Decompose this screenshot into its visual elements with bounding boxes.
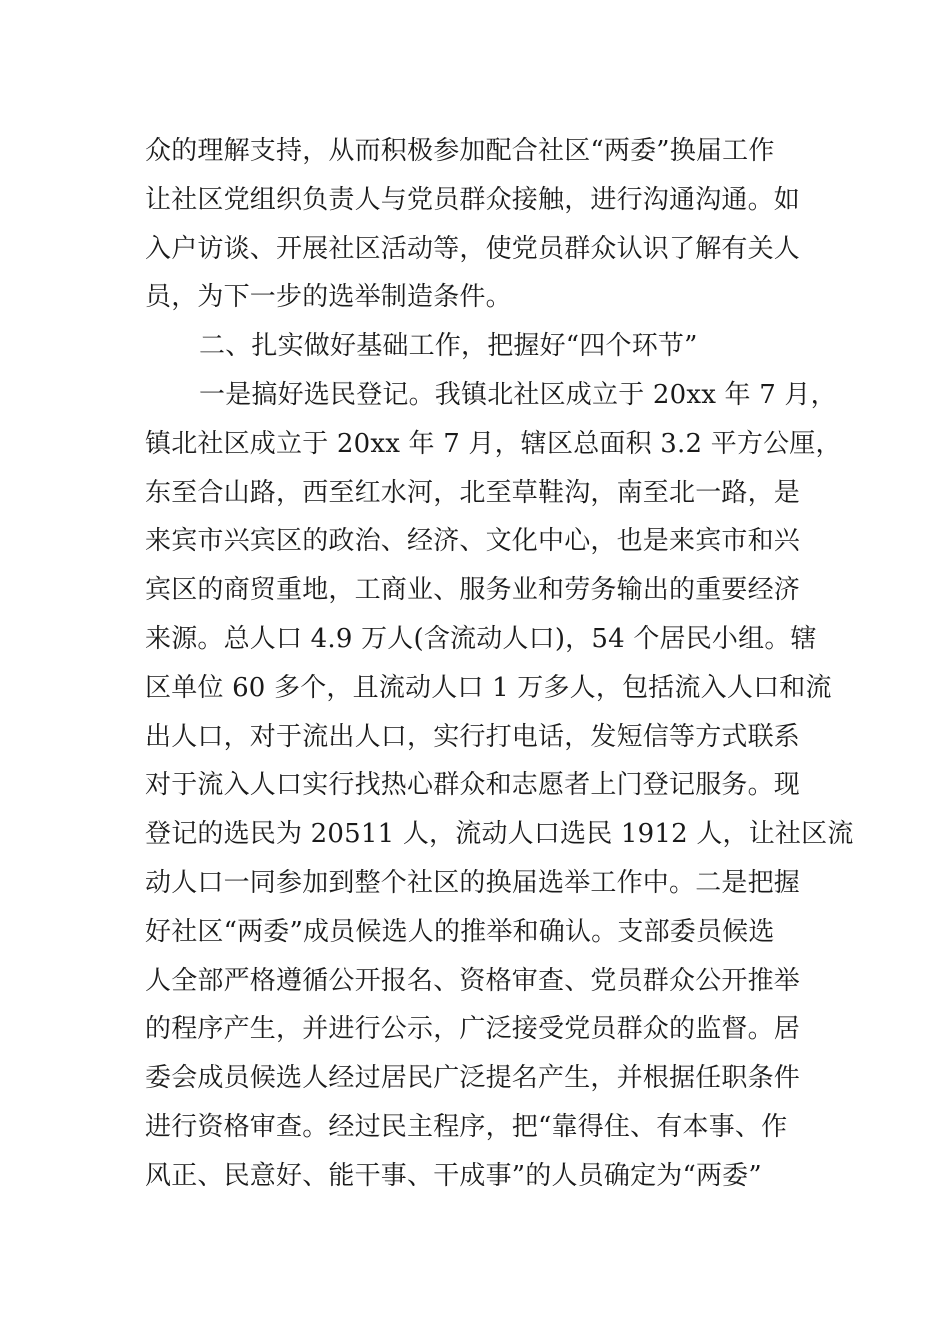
- text-line: 风正、民意好、能干事、干成事”的人员确定为“两委”: [145, 1160, 762, 1191]
- text-line: 众的理解支持，从而积极参加配合社区“两委”换届工作: [145, 136, 775, 166]
- text-line: 镇北社区成立于 20xx 年 7 月，辖区总面积 3.2 平方公厘，: [145, 428, 842, 459]
- text-line: 出人口，对于流出人口，实行打电话，发短信等方式联系: [145, 721, 801, 752]
- text-line: 的程序产生，并进行公示，广泛接受党员群众的监督。居: [145, 1014, 801, 1045]
- text-line: 动人口一同参加到整个社区的换届选举工作中。二是把握: [145, 867, 801, 898]
- document-body: [145, 127, 854, 1201]
- paragraph-start-line: 一是搞好选民登记。我镇北社区成立于 20xx 年 7 月，: [199, 379, 837, 410]
- text-line: 区单位 60 多个，且流动人口 1 万多人，包括流入人口和流: [145, 672, 832, 703]
- text-line: 对于流入人口实行找热心群众和志愿者上门登记服务。现: [145, 770, 801, 801]
- text-line: 让社区党组织负责人与党员群众接触，进行沟通沟通。如: [145, 184, 801, 215]
- text-line: 入户访谈、开展社区活动等，使党员群众认识了解有关人: [145, 233, 801, 264]
- text-line: 委会成员候选人经过居民广泛提名产生，并根据任职条件: [145, 1063, 801, 1094]
- section-heading: 二、扎实做好基础工作，把握好“四个环节”: [199, 331, 698, 362]
- text-line: 进行资格审查。经过民主程序，把“靠得住、有本事、作: [145, 1111, 788, 1142]
- text-line: 人全部严格遵循公开报名、资格审查、党员群众公开推举: [145, 965, 801, 996]
- text-line: 来源。总人口 4.9 万人(含流动人口)，54 个居民小组。辖: [145, 623, 817, 654]
- text-line: 好社区“两委”成员候选人的推举和确认。支部委员候选: [145, 916, 775, 947]
- text-line: 宾区的商贸重地，工商业、服务业和劳务输出的重要经济: [145, 575, 801, 606]
- text-line: 登记的选民为 20511 人，流动人口选民 1912 人，让社区流: [145, 819, 854, 850]
- text-line: 东至合山路，西至红水河，北至草鞋沟，南至北一路，是: [145, 477, 801, 508]
- text-line: 来宾市兴宾区的政治、经济、文化中心，也是来宾市和兴: [145, 526, 801, 557]
- text-line: 员，为下一步的选举制造条件。: [145, 282, 512, 313]
